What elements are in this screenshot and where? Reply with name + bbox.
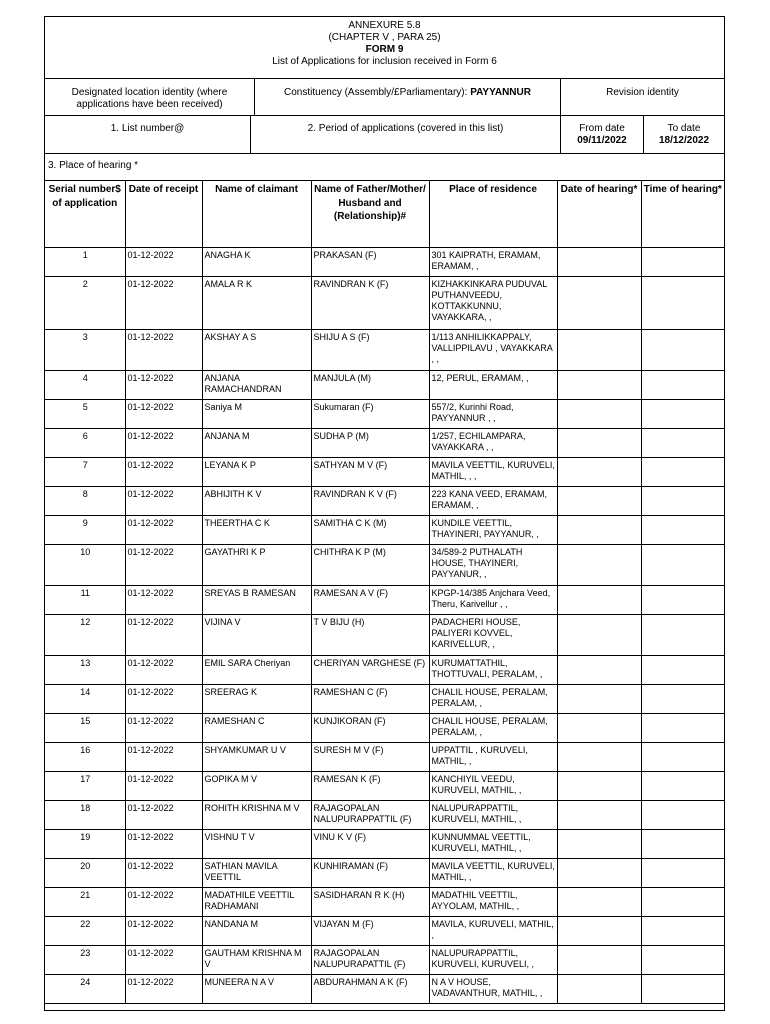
- table-row: [45, 615, 724, 656]
- hearing-date-cell: [557, 888, 641, 917]
- table-row: [45, 946, 724, 975]
- hearing-date-cell: [557, 615, 641, 656]
- residence-cell: 34/589-2 PUTHALATH HOUSE, THAYINERI, PAYYANUR, ,: [429, 545, 557, 586]
- relation-name-cell: VIJAYAN M (F): [311, 917, 429, 946]
- table-row: [45, 685, 724, 714]
- hearing-time-cell: [641, 330, 724, 371]
- hearing-time-cell: [641, 516, 724, 545]
- relation-name-cell: KUNHIRAMAN (F): [311, 859, 429, 888]
- column-header: Date of receipt: [125, 181, 202, 248]
- date-of-receipt-cell: 01-12-2022: [125, 277, 202, 330]
- hearing-time-cell: [641, 946, 724, 975]
- table-header-row: [45, 181, 724, 248]
- residence-cell: MAVILA VEETTIL, KURUVELI, MATHIL, ,: [429, 859, 557, 888]
- claimant-name-cell: VIJINA V: [202, 615, 311, 656]
- applications-table: [45, 181, 724, 1004]
- table-row: [45, 429, 724, 458]
- residence-cell: CHALIL HOUSE, PERALAM, PERALAM, ,: [429, 685, 557, 714]
- residence-cell: MAVILA VEETTIL, KURUVELI, MATHIL, , ,: [429, 458, 557, 487]
- table-row: [45, 400, 724, 429]
- claimant-name-cell: SREERAG K: [202, 685, 311, 714]
- table-row: [45, 656, 724, 685]
- residence-cell: KIZHAKKINKARA PUDUVAL PUTHANVEEDU, KOTTAKKUNNU, VAYAKKARA, ,: [429, 277, 557, 330]
- serial-cell: 5: [45, 400, 125, 429]
- serial-cell: 6: [45, 429, 125, 458]
- claimant-name-cell: ANJANA M: [202, 429, 311, 458]
- table-row: [45, 714, 724, 743]
- constituency-label: Constituency (Assembly/£Parliamentary):: [284, 87, 471, 98]
- relation-name-cell: SASIDHARAN R K (H): [311, 888, 429, 917]
- hearing-time-cell: [641, 277, 724, 330]
- revision-identity-label: Revision identity: [606, 87, 679, 98]
- serial-cell: 22: [45, 917, 125, 946]
- table-row: [45, 772, 724, 801]
- serial-cell: 14: [45, 685, 125, 714]
- date-of-receipt-cell: 01-12-2022: [125, 975, 202, 1004]
- serial-cell: 10: [45, 545, 125, 586]
- hearing-date-cell: [557, 429, 641, 458]
- claimant-name-cell: MUNEERA N A V: [202, 975, 311, 1004]
- date-of-receipt-cell: 01-12-2022: [125, 714, 202, 743]
- hearing-date-cell: [557, 371, 641, 400]
- relation-name-cell: RAMESHAN C (F): [311, 685, 429, 714]
- table-body: [45, 248, 724, 1004]
- form-9-page: [44, 16, 725, 1011]
- claimant-name-cell: ANJANA RAMACHANDRAN: [202, 371, 311, 400]
- serial-cell: 17: [45, 772, 125, 801]
- hearing-date-cell: [557, 917, 641, 946]
- claimant-name-cell: ABHIJITH K V: [202, 487, 311, 516]
- claimant-name-cell: AKSHAY A S: [202, 330, 311, 371]
- table-row: [45, 487, 724, 516]
- claimant-name-cell: Saniya M: [202, 400, 311, 429]
- residence-cell: KUNDILE VEETTIL, THAYINERI, PAYYANUR, ,: [429, 516, 557, 545]
- hearing-time-cell: [641, 458, 724, 487]
- hearing-time-cell: [641, 917, 724, 946]
- residence-cell: PADACHERI HOUSE, PALIYERI KOVVEL, KARIVELLUR, ,: [429, 615, 557, 656]
- hearing-time-cell: [641, 400, 724, 429]
- table-row: [45, 586, 724, 615]
- residence-cell: NALUPURAPPATTIL, KURUVELI, KURUVELI, ,: [429, 946, 557, 975]
- serial-cell: 11: [45, 586, 125, 615]
- chapter-reference: (CHAPTER V , PARA 25): [328, 32, 441, 43]
- hearing-date-cell: [557, 656, 641, 685]
- residence-cell: 1/257, ECHILAMPARA, VAYAKKARA , ,: [429, 429, 557, 458]
- column-header: Serial number$ of application: [45, 181, 125, 248]
- date-of-receipt-cell: 01-12-2022: [125, 516, 202, 545]
- table-row: [45, 516, 724, 545]
- relation-name-cell: SHIJU A S (F): [311, 330, 429, 371]
- column-header: Time of hearing*: [641, 181, 724, 248]
- table-row: [45, 545, 724, 586]
- serial-cell: 7: [45, 458, 125, 487]
- table-row: [45, 458, 724, 487]
- residence-cell: NALUPURAPPATTIL, KURUVELI, MATHIL, ,: [429, 801, 557, 830]
- table-row: [45, 859, 724, 888]
- relation-name-cell: SURESH M V (F): [311, 743, 429, 772]
- serial-cell: 4: [45, 371, 125, 400]
- relation-name-cell: CHERIYAN VARGHESE (F): [311, 656, 429, 685]
- serial-cell: 9: [45, 516, 125, 545]
- residence-cell: KANCHIYIL VEEDU, KURUVELI, MATHIL, ,: [429, 772, 557, 801]
- serial-cell: 19: [45, 830, 125, 859]
- hearing-time-cell: [641, 487, 724, 516]
- claimant-name-cell: THEERTHA C K: [202, 516, 311, 545]
- relation-name-cell: VINU K V (F): [311, 830, 429, 859]
- from-date-value: 09/11/2022: [577, 135, 627, 146]
- date-of-receipt-cell: 01-12-2022: [125, 400, 202, 429]
- constituency-value: PAYYANNUR: [470, 87, 531, 98]
- hearing-date-cell: [557, 714, 641, 743]
- hearing-date-cell: [557, 516, 641, 545]
- hearing-time-cell: [641, 714, 724, 743]
- hearing-time-cell: [641, 586, 724, 615]
- identity-row: [45, 79, 724, 116]
- relation-name-cell: CHITHRA K P (M): [311, 545, 429, 586]
- serial-cell: 1: [45, 248, 125, 277]
- table-row: [45, 917, 724, 946]
- form-title-block: [45, 17, 724, 79]
- relation-name-cell: KUNJIKORAN (F): [311, 714, 429, 743]
- hearing-date-cell: [557, 248, 641, 277]
- hearing-date-cell: [557, 586, 641, 615]
- list-number-label: 1. List number@: [45, 116, 251, 153]
- hearing-time-cell: [641, 772, 724, 801]
- hearing-time-cell: [641, 429, 724, 458]
- claimant-name-cell: VISHNU T V: [202, 830, 311, 859]
- residence-cell: CHALIL HOUSE, PERALAM, PERALAM, ,: [429, 714, 557, 743]
- residence-cell: 223 KANA VEED, ERAMAM, ERAMAM, ,: [429, 487, 557, 516]
- column-header: Place of residence: [429, 181, 557, 248]
- claimant-name-cell: SATHIAN MAVILA VEETTIL: [202, 859, 311, 888]
- residence-cell: 557/2, Kurinhi Road, PAYYANNUR , ,: [429, 400, 557, 429]
- relation-name-cell: RAVINDRAN K (F): [311, 277, 429, 330]
- relation-name-cell: RAJAGOPALAN NALUPURAPPATTIL (F): [311, 801, 429, 830]
- hearing-date-cell: [557, 830, 641, 859]
- serial-cell: 8: [45, 487, 125, 516]
- relation-name-cell: RAVINDRAN K V (F): [311, 487, 429, 516]
- claimant-name-cell: MADATHILE VEETTIL RADHAMANI: [202, 888, 311, 917]
- date-of-receipt-cell: 01-12-2022: [125, 586, 202, 615]
- hearing-date-cell: [557, 859, 641, 888]
- date-of-receipt-cell: 01-12-2022: [125, 830, 202, 859]
- relation-name-cell: SAMITHA C K (M): [311, 516, 429, 545]
- from-date-cell: [561, 116, 644, 153]
- serial-cell: 18: [45, 801, 125, 830]
- serial-cell: 12: [45, 615, 125, 656]
- date-of-receipt-cell: 01-12-2022: [125, 615, 202, 656]
- claimant-name-cell: AMALA R K: [202, 277, 311, 330]
- relation-name-cell: MANJULA (M): [311, 371, 429, 400]
- hearing-time-cell: [641, 975, 724, 1004]
- annexure-title: ANNEXURE 5.8: [348, 20, 421, 31]
- claimant-name-cell: RAMESHAN C: [202, 714, 311, 743]
- table-row: [45, 277, 724, 330]
- claimant-name-cell: SREYAS B RAMESAN: [202, 586, 311, 615]
- table-row: [45, 371, 724, 400]
- hearing-date-cell: [557, 330, 641, 371]
- serial-cell: 23: [45, 946, 125, 975]
- hearing-time-cell: [641, 743, 724, 772]
- relation-name-cell: PRAKASAN (F): [311, 248, 429, 277]
- to-date-cell: [644, 116, 724, 153]
- date-of-receipt-cell: 01-12-2022: [125, 888, 202, 917]
- claimant-name-cell: LEYANA K P: [202, 458, 311, 487]
- date-of-receipt-cell: 01-12-2022: [125, 656, 202, 685]
- residence-cell: KUNNUMMAL VEETTIL, KURUVELI, MATHIL, ,: [429, 830, 557, 859]
- form-subtitle: List of Applications for inclusion received in Form 6: [272, 56, 497, 67]
- claimant-name-cell: SHYAMKUMAR U V: [202, 743, 311, 772]
- date-of-receipt-cell: 01-12-2022: [125, 917, 202, 946]
- hearing-date-cell: [557, 400, 641, 429]
- serial-cell: 24: [45, 975, 125, 1004]
- hearing-date-cell: [557, 772, 641, 801]
- residence-cell: UPPATTIL , KURUVELI, MATHIL, ,: [429, 743, 557, 772]
- hearing-date-cell: [557, 277, 641, 330]
- column-header: Date of hearing*: [557, 181, 641, 248]
- claimant-name-cell: ANAGHA K: [202, 248, 311, 277]
- date-of-receipt-cell: 01-12-2022: [125, 859, 202, 888]
- date-of-receipt-cell: 01-12-2022: [125, 685, 202, 714]
- form-number: FORM 9: [365, 44, 404, 55]
- relation-name-cell: ABDURAHMAN A K (F): [311, 975, 429, 1004]
- from-date-label: From date: [579, 123, 625, 134]
- hearing-date-cell: [557, 458, 641, 487]
- residence-cell: MAVILA, KURUVELI, MATHIL, ,: [429, 917, 557, 946]
- claimant-name-cell: ROHITH KRISHNA M V: [202, 801, 311, 830]
- relation-name-cell: T V BIJU (H): [311, 615, 429, 656]
- date-of-receipt-cell: 01-12-2022: [125, 545, 202, 586]
- residence-cell: N A V HOUSE, VADAVANTHUR, MATHIL, ,: [429, 975, 557, 1004]
- date-of-receipt-cell: 01-12-2022: [125, 371, 202, 400]
- column-header: Name of claimant: [202, 181, 311, 248]
- residence-cell: MADATHIL VEETTIL, AYYOLAM, MATHIL, ,: [429, 888, 557, 917]
- to-date-value: 18/12/2022: [658, 135, 710, 146]
- table-row: [45, 330, 724, 371]
- constituency-cell: [255, 79, 561, 115]
- residence-cell: KURUMATTATHIL, THOTTUVALI, PERALAM, ,: [429, 656, 557, 685]
- hearing-date-cell: [557, 975, 641, 1004]
- claimant-name-cell: EMIL SARA Cheriyan: [202, 656, 311, 685]
- hearing-date-cell: [557, 743, 641, 772]
- serial-cell: 13: [45, 656, 125, 685]
- column-header: Name of Father/Mother/ Husband and (Relationship)#: [311, 181, 429, 248]
- date-of-receipt-cell: 01-12-2022: [125, 429, 202, 458]
- date-of-receipt-cell: 01-12-2022: [125, 743, 202, 772]
- residence-cell: 1/113 ANHILIKKAPPALY, VALLIPPILAVU , VAYAKKARA , ,: [429, 330, 557, 371]
- relation-name-cell: SATHYAN M V (F): [311, 458, 429, 487]
- hearing-time-cell: [641, 371, 724, 400]
- hearing-time-cell: [641, 248, 724, 277]
- serial-cell: 3: [45, 330, 125, 371]
- date-of-receipt-cell: 01-12-2022: [125, 330, 202, 371]
- relation-name-cell: SUDHA P (M): [311, 429, 429, 458]
- table-row: [45, 975, 724, 1004]
- residence-cell: 301 KAIPRATH, ERAMAM, ERAMAM, ,: [429, 248, 557, 277]
- relation-name-cell: Sukumaran (F): [311, 400, 429, 429]
- table-row: [45, 248, 724, 277]
- hearing-time-cell: [641, 830, 724, 859]
- hearing-date-cell: [557, 545, 641, 586]
- hearing-date-cell: [557, 685, 641, 714]
- date-of-receipt-cell: 01-12-2022: [125, 487, 202, 516]
- hearing-time-cell: [641, 685, 724, 714]
- hearing-time-cell: [641, 888, 724, 917]
- residence-cell: KPGP-14/385 Anjchara Veed, Theru, Karivellur , ,: [429, 586, 557, 615]
- relation-name-cell: RAMESAN K (F): [311, 772, 429, 801]
- table-row: [45, 830, 724, 859]
- hearing-time-cell: [641, 615, 724, 656]
- date-of-receipt-cell: 01-12-2022: [125, 801, 202, 830]
- claimant-name-cell: NANDANA M: [202, 917, 311, 946]
- date-of-receipt-cell: 01-12-2022: [125, 248, 202, 277]
- to-date-label: To date: [667, 123, 701, 134]
- table-row: [45, 888, 724, 917]
- designated-location-label: Designated location identity (where applications have been received): [45, 79, 255, 115]
- date-of-receipt-cell: 01-12-2022: [125, 772, 202, 801]
- table-row: [45, 743, 724, 772]
- hearing-time-cell: [641, 656, 724, 685]
- relation-name-cell: RAMESAN A V (F): [311, 586, 429, 615]
- claimant-name-cell: GOPIKA M V: [202, 772, 311, 801]
- relation-name-cell: RAJAGOPALAN NALUPURAPATTIL (F): [311, 946, 429, 975]
- hearing-date-cell: [557, 946, 641, 975]
- hearing-date-cell: [557, 487, 641, 516]
- hearing-time-cell: [641, 545, 724, 586]
- date-of-receipt-cell: 01-12-2022: [125, 458, 202, 487]
- residence-cell: 12, PERUL, ERAMAM, ,: [429, 371, 557, 400]
- serial-cell: 2: [45, 277, 125, 330]
- table-row: [45, 801, 724, 830]
- date-of-receipt-cell: 01-12-2022: [125, 946, 202, 975]
- hearing-time-cell: [641, 859, 724, 888]
- place-of-hearing-label: 3. Place of hearing *: [45, 154, 724, 181]
- claimant-name-cell: GAYATHRI K P: [202, 545, 311, 586]
- claimant-name-cell: GAUTHAM KRISHNA M V: [202, 946, 311, 975]
- serial-cell: 15: [45, 714, 125, 743]
- serial-cell: 20: [45, 859, 125, 888]
- hearing-date-cell: [557, 801, 641, 830]
- serial-cell: 16: [45, 743, 125, 772]
- list-period-row: [45, 116, 724, 154]
- period-label: 2. Period of applications (covered in this list): [251, 116, 561, 153]
- serial-cell: 21: [45, 888, 125, 917]
- hearing-time-cell: [641, 801, 724, 830]
